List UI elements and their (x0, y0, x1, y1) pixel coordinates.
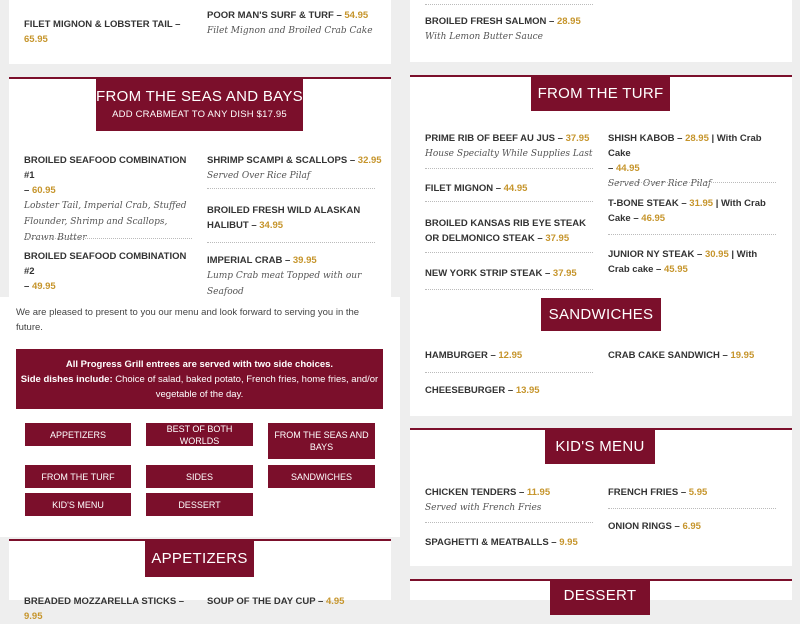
nav-button-turf[interactable]: FROM THE TURF (25, 465, 131, 488)
section-banner (550, 581, 650, 615)
menu-item: FILET MIGNON & LOBSTER TAIL – 65.95 (24, 19, 181, 45)
divider (425, 201, 593, 202)
menu-item: SHRIMP SCAMPI & SCALLOPS – 32.95 Served Over Rice Pilaf (207, 155, 382, 181)
item-name: ONION RINGS (608, 521, 672, 532)
item-description: Lobster Tail, Imperial Crab, Stuffed Flounder, Shrimp and Scallops, Drawn Butter (24, 201, 187, 243)
item-price: 6.95 (682, 521, 701, 532)
item-price: 11.95 (526, 487, 551, 498)
section-title: KID'S MENU (555, 438, 645, 455)
nav-button-kids-menu[interactable]: KID'S MENU (25, 493, 131, 516)
menu-item: SHISH KABOB – 28.95 | With Crab Cake – 44.95 Served Over Rice Pilaf (608, 133, 762, 189)
section-banner (145, 541, 254, 577)
item-price: 32.95 (357, 155, 382, 166)
item-name: NEW YORK STRIP STEAK (425, 268, 543, 279)
item-extra: | With Crab cake (608, 249, 758, 275)
item-name: BROILED FRESH SALMON (425, 16, 547, 27)
section-banner (531, 77, 670, 111)
item-name: FILET MIGNON & LOBSTER TAIL (24, 19, 173, 30)
divider (608, 234, 776, 235)
divider (425, 289, 593, 290)
section-title: FROM THE SEAS AND BAYS (96, 88, 303, 105)
item-price: 37.95 (552, 268, 577, 279)
item-price: 65.95 (24, 34, 48, 45)
menu-item: BROILED FRESH WILD ALASKAN HALIBUT – 34.95 (207, 205, 361, 231)
item-price: 9.95 (559, 537, 578, 548)
item-name: JUNIOR NY STEAK (608, 249, 695, 260)
divider (425, 252, 593, 253)
item-description: House Specialty While Supplies Last (425, 149, 593, 159)
notice-label: Side dishes include: (20, 374, 113, 385)
section-banner (96, 79, 303, 131)
item-price: 34.95 (259, 220, 284, 231)
section-title: DESSERT (563, 587, 637, 604)
item-price: 60.95 (31, 185, 56, 196)
best-of-both-worlds-card (9, 0, 391, 64)
menu-info-panel (0, 297, 400, 537)
item-name: BROILED KANSAS RIB EYE STEAK OR DELMONICO STEAK (425, 218, 586, 244)
appetizers-card (9, 539, 391, 622)
item-price: 28.95 (556, 16, 581, 27)
item-name: SOUP OF THE DAY CUP (207, 596, 316, 607)
item-name: SPAGHETTI & MEATBALLS (425, 537, 549, 548)
menu-item: SPAGHETTI & MEATBALLS – 9.95 (425, 537, 578, 548)
item-price: 13.95 (515, 385, 540, 396)
section-subtitle: ADD CRABMEAT TO ANY DISH $17.95 (112, 109, 287, 120)
notice-headline: All Progress Grill entrees are served with two side choices. (65, 359, 334, 370)
item-price: 49.95 (31, 281, 56, 292)
menu-item: BREADED MOZZARELLA STICKS – 9.95 (24, 596, 185, 622)
menu-item: JUNIOR NY STEAK – 30.95 | With Crab cake – 45.95 (608, 249, 758, 275)
item-price-2: 44.95 (615, 163, 640, 174)
item-price-2: 46.95 (641, 213, 666, 224)
divider (24, 238, 192, 239)
item-price: 54.95 (344, 10, 369, 21)
item-description: Filet Mignon and Broiled Crab Cake (207, 26, 373, 36)
nav-button-best-of-both-worlds[interactable]: BEST OF BOTH WORLDS (146, 423, 253, 446)
menu-item: T-BONE STEAK – 31.95 | With Crab Cake – 46.95 (608, 198, 766, 224)
item-description: Lump Crab meat Topped with our Seafood (207, 271, 362, 297)
menu-item: CRAB CAKE SANDWICH – 19.95 (608, 350, 755, 361)
item-price: 9.95 (24, 611, 43, 622)
menu-item: FRENCH FRIES – 5.95 (608, 487, 708, 498)
nav-button-dessert[interactable]: DESSERT (146, 493, 253, 516)
item-name: SHISH KABOB (608, 133, 675, 144)
divider (425, 522, 593, 523)
item-price: 37.95 (565, 133, 590, 144)
item-name: FILET MIGNON (425, 183, 494, 194)
item-name: BROILED FRESH WILD ALASKAN HALIBUT (207, 205, 361, 231)
item-description: Served Over Rice Pilaf (207, 171, 311, 181)
item-price: 12.95 (498, 350, 523, 361)
item-extra: | With Crab Cake (608, 198, 766, 224)
item-price: 5.95 (688, 487, 708, 498)
menu-item: PRIME RIB OF BEEF AU JUS – 37.95 House Specialty While Supplies Last (425, 133, 593, 159)
menu-item: POOR MAN'S SURF & TURF – 54.95 Filet Mignon and Broiled Crab Cake (207, 10, 373, 36)
item-price: 28.95 (685, 133, 709, 144)
section-title: SANDWICHES (548, 306, 654, 323)
menu-item: ONION RINGS – 6.95 (608, 521, 701, 532)
dessert-card (410, 579, 792, 604)
item-price: 37.95 (545, 233, 570, 244)
item-name: CHICKEN TENDERS (425, 487, 517, 498)
item-name: POOR MAN'S SURF & TURF (207, 10, 334, 21)
menu-item: FILET MIGNON – 44.95 (425, 183, 528, 194)
menu-item: NEW YORK STRIP STEAK – 37.95 (425, 268, 577, 279)
item-name: BROILED SEAFOOD COMBINATION #1 (24, 155, 187, 181)
sandwiches-card (410, 294, 792, 416)
seas-and-bays-card (9, 77, 391, 307)
divider (425, 372, 593, 373)
side-dishes-notice (16, 349, 383, 409)
menu-item: CHEESEBURGER – 13.95 (425, 385, 540, 396)
notice-text: Choice of salad, baked potato, French fries, home fries, and/or vegetable of the day. (112, 374, 379, 400)
item-price-2: 45.95 (663, 264, 688, 275)
section-banner (541, 298, 661, 331)
divider (608, 182, 776, 183)
item-description: With Lemon Butter Sauce (425, 32, 543, 42)
item-name: FRENCH FRIES (608, 487, 679, 498)
item-name: BREADED MOZZARELLA STICKS (24, 596, 177, 607)
menu-item: BROILED SEAFOOD COMBINATION #2 – 49.95 (24, 249, 196, 310)
item-price: 4.95 (325, 596, 345, 607)
section-title: APPETIZERS (151, 550, 248, 567)
menu-item: CHICKEN TENDERS – 11.95 Served with French Fries (425, 487, 551, 513)
item-description: Served Over Rice Pilaf (608, 179, 712, 189)
item-name: IMPERIAL CRAB (207, 255, 283, 266)
divider (207, 188, 375, 189)
menu-item: IMPERIAL CRAB – 39.95 Lump Crab meat Topped with our Seafood (207, 255, 362, 297)
menu-item: HAMBURGER – 12.95 (425, 350, 523, 361)
item-price: 30.95 (704, 249, 729, 260)
nav-button-sandwiches[interactable]: SANDWICHES (268, 465, 375, 488)
divider (608, 508, 776, 509)
divider (425, 168, 593, 169)
divider (207, 242, 375, 243)
item-name: BROILED SEAFOOD COMBINATION #2 (24, 251, 187, 277)
menu-item: SOUP OF THE DAY CUP – 4.95 (207, 596, 345, 607)
item-price: 39.95 (292, 255, 317, 266)
item-name: HAMBURGER (425, 350, 488, 361)
kids-menu-card (410, 428, 792, 566)
menu-item: BROILED SEAFOOD COMBINATION #1 – 60.95 Lobster Tail, Imperial Crab, Stuffed Flounder, Shrimp and Scallops, Drawn Butter (24, 155, 187, 243)
section-title: FROM THE TURF (537, 85, 664, 102)
item-price: 19.95 (730, 350, 755, 361)
item-name: SHRIMP SCAMPI & SCALLOPS (207, 155, 348, 166)
item-name: CRAB CAKE SANDWICH (608, 350, 720, 361)
item-name: PRIME RIB OF BEEF AU JUS (425, 133, 556, 144)
turf-card (410, 75, 792, 307)
nav-button-seas-and-bays[interactable]: FROM THE SEAS AND BAYS (268, 423, 375, 459)
item-price: 31.95 (689, 198, 714, 209)
nav-button-sides[interactable]: SIDES (146, 465, 253, 488)
menu-item: BROILED FRESH SALMON – 28.95 With Lemon Butter Sauce (425, 16, 581, 42)
seafood-card-partial (410, 0, 792, 62)
divider (425, 4, 593, 5)
item-price: 44.95 (503, 183, 528, 194)
section-banner (545, 430, 655, 464)
intro-text: We are pleased to present to you our menu and look forward to serving you in the future. (16, 307, 360, 333)
menu-item: BROILED KANSAS RIB EYE STEAK OR DELMONICO STEAK – 37.95 (425, 218, 586, 244)
item-name: T-BONE STEAK (608, 198, 679, 209)
item-extra: | With Crab Cake (608, 133, 762, 159)
item-description: Served with French Fries (425, 503, 542, 513)
item-name: CHEESEBURGER (425, 385, 506, 396)
nav-button-appetizers[interactable]: APPETIZERS (25, 423, 131, 446)
